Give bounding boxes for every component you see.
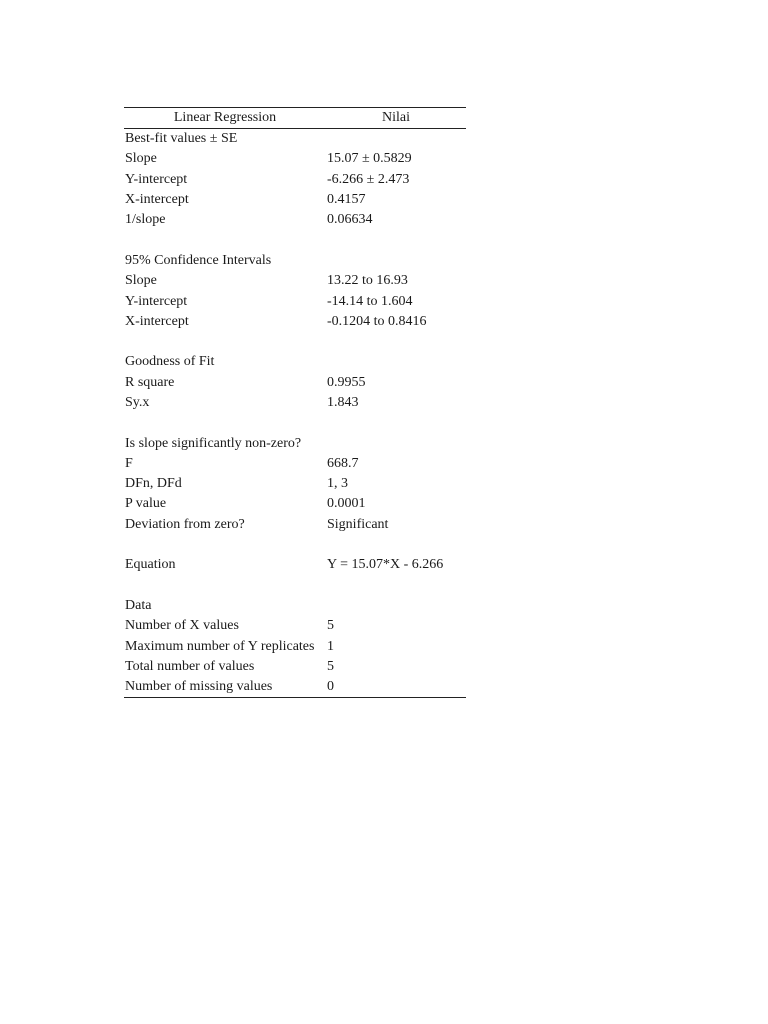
table-row bbox=[124, 190, 466, 210]
row-label: Data bbox=[125, 597, 152, 613]
row-value: 1 bbox=[327, 638, 334, 654]
header-row bbox=[124, 108, 466, 129]
table-row bbox=[124, 393, 466, 413]
table-row bbox=[124, 596, 466, 616]
row-value: 15.07 ± 0.5829 bbox=[327, 151, 412, 167]
table-row bbox=[124, 149, 466, 169]
row-value: 0.9955 bbox=[327, 374, 366, 390]
row-value: 0.06634 bbox=[327, 212, 373, 228]
row-value bbox=[326, 332, 466, 352]
row-value: 0.4157 bbox=[327, 192, 366, 208]
row-label: R square bbox=[125, 374, 175, 390]
table-row bbox=[124, 636, 466, 656]
row-label: X-intercept bbox=[125, 313, 189, 329]
table-row bbox=[124, 555, 466, 575]
row-value bbox=[326, 596, 466, 616]
row-value: 0 bbox=[327, 679, 334, 695]
row-value: 5 bbox=[327, 618, 334, 634]
row-label bbox=[124, 332, 326, 352]
table-row bbox=[124, 170, 466, 190]
table-row bbox=[124, 230, 466, 250]
row-value bbox=[326, 251, 466, 271]
table-row bbox=[124, 657, 466, 677]
row-value: -14.14 to 1.604 bbox=[327, 293, 413, 309]
row-value: Y = 15.07*X - 6.266 bbox=[327, 557, 444, 573]
regression-results-table-container bbox=[124, 107, 466, 698]
regression-results-table bbox=[124, 107, 466, 698]
table-row bbox=[124, 515, 466, 535]
row-value bbox=[326, 129, 466, 150]
row-label: Maximum number of Y replicates bbox=[125, 638, 315, 654]
row-label bbox=[124, 535, 326, 555]
row-label: 95% Confidence Intervals bbox=[125, 252, 272, 268]
table-row bbox=[124, 677, 466, 698]
row-value bbox=[326, 433, 466, 453]
row-label: F bbox=[125, 455, 133, 471]
row-label: Y-intercept bbox=[125, 293, 188, 309]
row-label: Is slope significantly non-zero? bbox=[125, 435, 302, 451]
row-value: 1, 3 bbox=[327, 476, 348, 492]
table-row bbox=[124, 535, 466, 555]
row-label: Best-fit values ± SE bbox=[125, 131, 238, 147]
row-label: Total number of values bbox=[125, 658, 255, 674]
row-value bbox=[326, 535, 466, 555]
row-label: P value bbox=[125, 496, 167, 512]
table-row bbox=[124, 271, 466, 291]
row-value: 13.22 to 16.93 bbox=[327, 273, 408, 289]
row-value: 0.0001 bbox=[327, 496, 366, 512]
row-value: -0.1204 to 0.8416 bbox=[327, 313, 427, 329]
row-label: Number of missing values bbox=[125, 679, 273, 695]
row-label bbox=[124, 413, 326, 433]
table-body bbox=[124, 129, 466, 698]
row-value bbox=[326, 576, 466, 596]
row-value bbox=[326, 230, 466, 250]
row-label bbox=[124, 230, 326, 250]
row-label bbox=[124, 576, 326, 596]
row-label: 1/slope bbox=[125, 212, 166, 228]
row-value: Significant bbox=[327, 516, 389, 532]
table-row bbox=[124, 373, 466, 393]
table-row bbox=[124, 332, 466, 352]
row-label: Equation bbox=[125, 557, 176, 573]
table-row bbox=[124, 210, 466, 230]
row-label: DFn, DFd bbox=[125, 476, 182, 492]
row-value: 1.843 bbox=[327, 395, 359, 410]
table-row bbox=[124, 291, 466, 311]
table-row bbox=[124, 129, 466, 150]
table-header bbox=[124, 108, 466, 129]
table-row bbox=[124, 576, 466, 596]
table-row bbox=[124, 312, 466, 332]
table-row bbox=[124, 454, 466, 474]
row-label: Deviation from zero? bbox=[125, 516, 245, 532]
row-value: -6.266 ± 2.473 bbox=[327, 171, 410, 187]
row-value: 5 bbox=[327, 658, 334, 674]
header-linear-regression: Linear Regression bbox=[173, 110, 277, 125]
table-row bbox=[124, 494, 466, 514]
table-row bbox=[124, 251, 466, 271]
row-label: Number of X values bbox=[125, 618, 239, 634]
table-row bbox=[124, 352, 466, 372]
row-label: Goodness of Fit bbox=[125, 354, 215, 370]
table-row bbox=[124, 433, 466, 453]
row-label: Slope bbox=[125, 151, 157, 167]
row-value bbox=[326, 352, 466, 372]
table-row bbox=[124, 616, 466, 636]
row-label: Slope bbox=[125, 273, 157, 289]
row-value bbox=[326, 413, 466, 433]
table-row bbox=[124, 474, 466, 494]
row-label: Y-intercept bbox=[125, 171, 188, 187]
row-label: Sy.x bbox=[125, 395, 150, 410]
table-row bbox=[124, 413, 466, 433]
row-label: X-intercept bbox=[125, 192, 189, 208]
row-value: 668.7 bbox=[327, 455, 359, 471]
header-nilai: Nilai bbox=[382, 110, 410, 125]
